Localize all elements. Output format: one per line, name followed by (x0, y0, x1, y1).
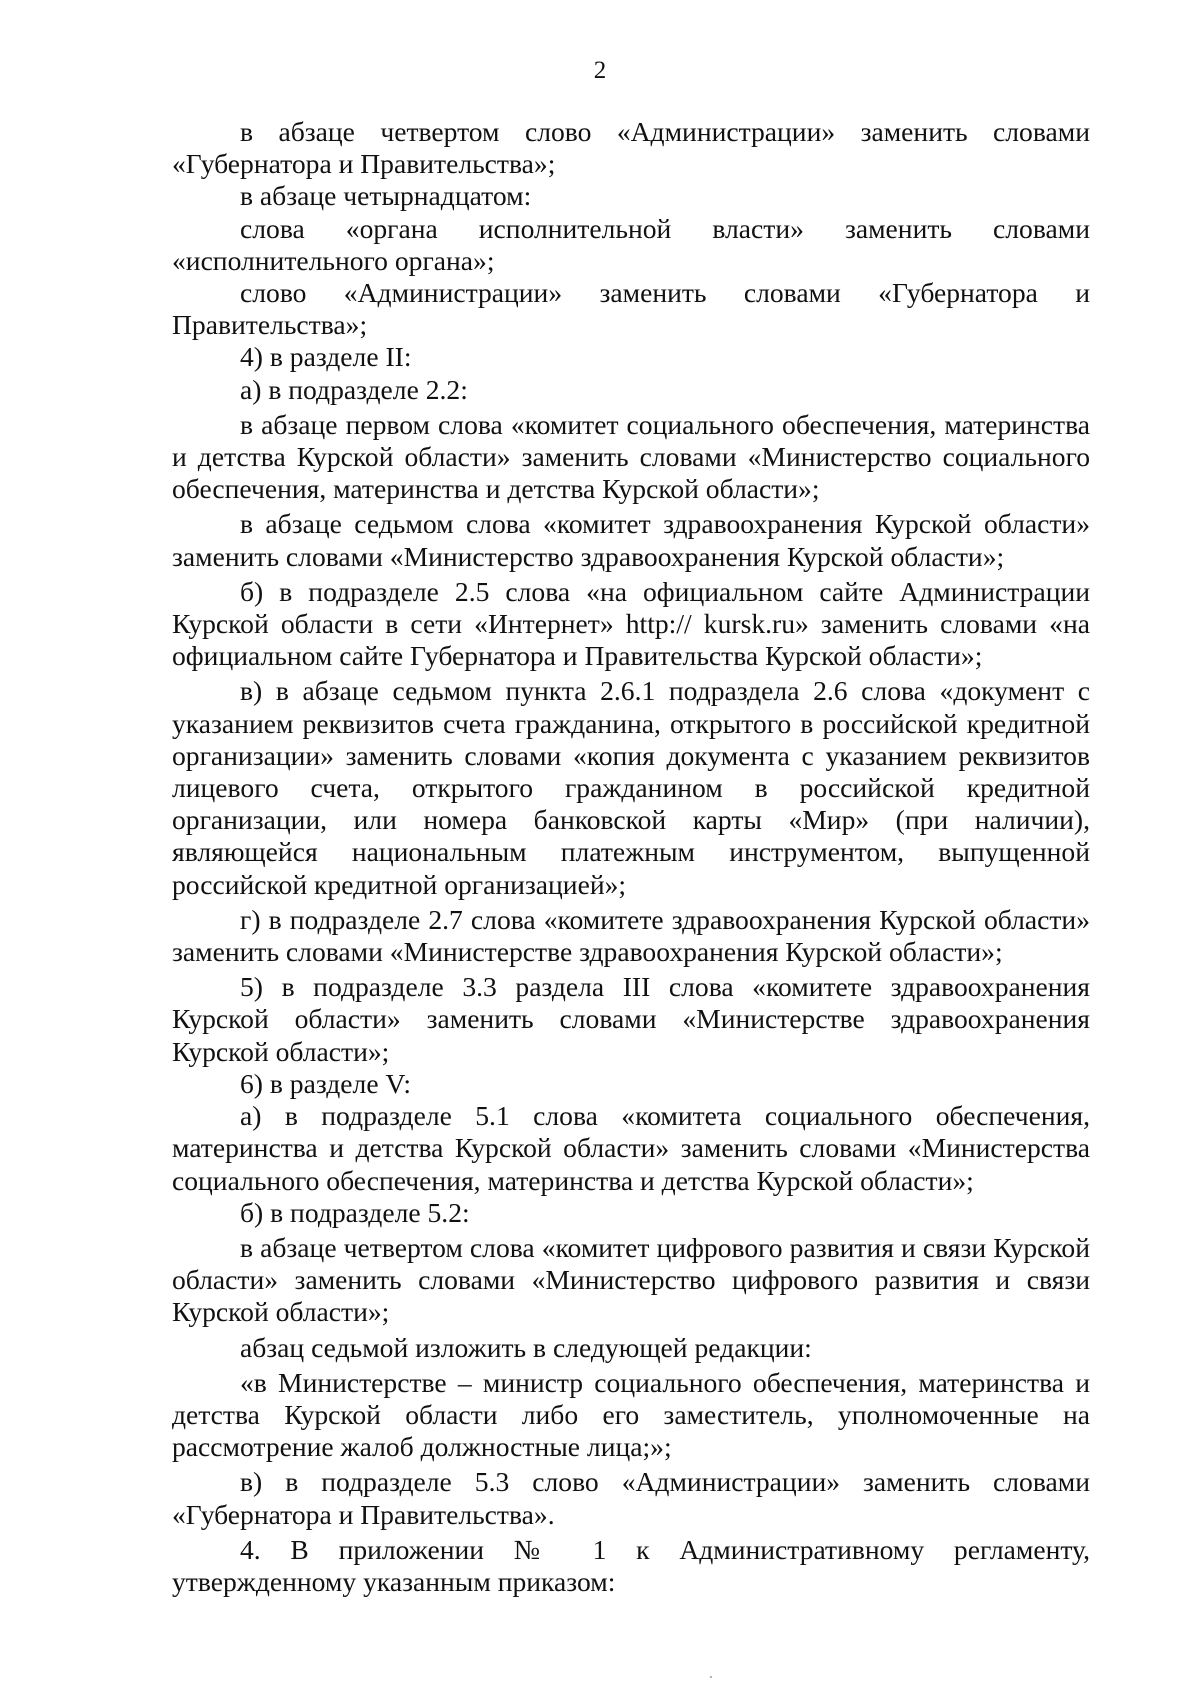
paragraph: а) в подразделе 2.2: (240, 373, 468, 405)
paragraph: г) в подразделе 2.7 слова «комитете здравоохранения Курской области» заменить словами «Министерстве здравоохранения Курской области»; (172, 903, 1090, 968)
paragraph: в абзаце первом слова «комитет социального обеспечения, материнства и детства Курской области» заменить словами «Министерство социального обеспечения, материнства и детства Курской области»; (172, 408, 1090, 505)
paragraph: 4) в разделе II: (240, 341, 412, 373)
paragraph: б) в подразделе 2.5 слова «на официальном сайте Администрации Курской области в сети «Интернет» http:// kursk.ru» заменить словами «на официальном сайте Губернатора и Правительства Курской области»; (172, 575, 1090, 672)
document-body (172, 116, 1090, 1598)
paragraph: абзац седьмой изложить в следующей редакции: (240, 1331, 812, 1363)
paragraph: в) в абзаце седьмом пункта 2.6.1 подраздела 2.6 слова «документ с указанием реквизитов счета гражданина, открытого в российской кредитной организации» заменить словами «копия документа с указанием реквизитов лицевого счета, открытого гражданином в российской кредитной организации, или номера банковской карты «Мир» (при наличии), являющейся национальным платежным инструментом, выпущенной российской кредитной организацией»; (172, 675, 1090, 900)
scan-speck (710, 1676, 712, 1678)
paragraph: в абзаце четвертом слова «комитет цифрового развития и связи Курской области» заменить словами «Министерство цифрового развития и связи Курской области»; (172, 1231, 1090, 1328)
paragraph: в абзаце четырнадцатом: (240, 180, 532, 212)
paragraph: слова «органа исполнительной власти» заменить словами «исполнительного органа»; (172, 212, 1090, 276)
paragraph: в) в подразделе 5.3 слово «Администрации» заменить словами «Губернатора и Правительства». (172, 1466, 1090, 1530)
paragraph: слово «Администрации» заменить словами «Губернатора и Правительства»; (172, 277, 1090, 341)
paragraph: 4. В приложении № 1 к Административному регламенту, утвержденному указанным приказом: (172, 1533, 1090, 1597)
paragraph: 5) в подразделе 3.3 раздела III слова «комитете здравоохранения Курской области» заменить словами «Министерстве здравоохранения Курской области»; (172, 971, 1090, 1067)
paragraph: в абзаце седьмом слова «комитет здравоохранения Курской области» заменить словами «Министерство здравоохранения Курской области»; (172, 508, 1090, 572)
paragraph: 6) в разделе V: (240, 1067, 412, 1099)
paragraph: б) в подразделе 5.2: (240, 1196, 470, 1228)
paragraph: а) в подразделе 5.1 слова «комитета социального обеспечения, материнства и детства Курской области» заменить словами «Министерства социального обеспечения, материнства и детства Курской области»; (172, 1100, 1090, 1196)
paragraph: «в Министерстве – министр социального обеспечения, материнства и детства Курской области либо его заместитель, уполномоченные на рассмотрение жалоб должностные лица;»; (172, 1366, 1090, 1463)
page-number: 2 (593, 57, 607, 84)
paragraph: в абзаце четвертом слово «Администрации» заменить словами «Губернатора и Правительства»; (172, 116, 1090, 180)
